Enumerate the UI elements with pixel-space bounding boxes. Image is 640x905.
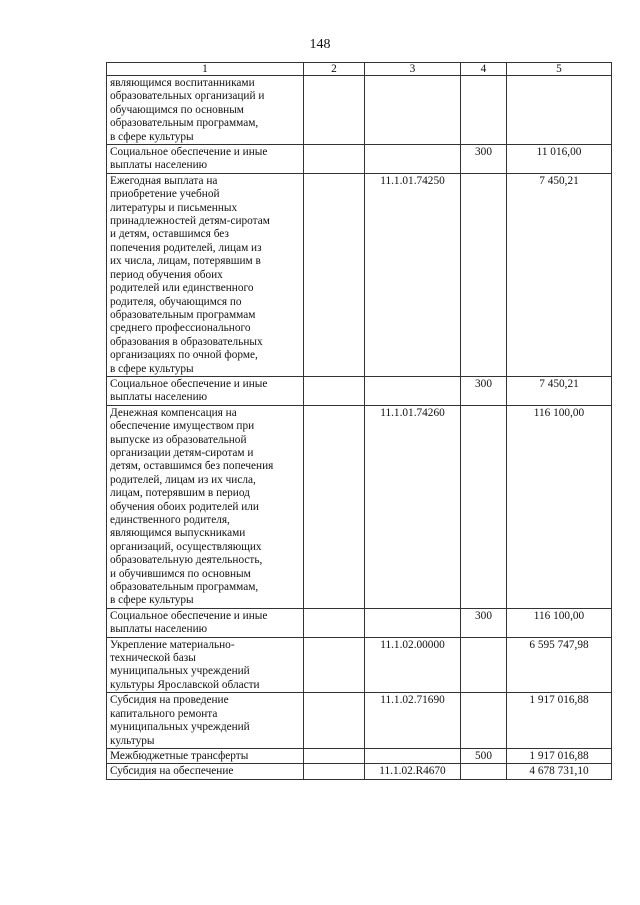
row-col2-cell — [304, 748, 365, 763]
row-kind-cell: 300 — [461, 608, 507, 637]
row-sum-cell: 6 595 747,98 — [507, 637, 612, 693]
row-name-cell: Субсидия на обеспечение — [107, 764, 304, 779]
table-row — [107, 764, 612, 779]
table-row — [107, 748, 612, 763]
row-col2-cell — [304, 608, 365, 637]
table-row — [107, 376, 612, 405]
row-sum-cell: 1 917 016,88 — [507, 693, 612, 749]
row-name-cell: Межбюджетные трансферты — [107, 748, 304, 763]
row-name-cell: Субсидия на проведение капитального ремонта муниципальных учреждений культуры — [107, 693, 304, 749]
row-col2-cell — [304, 76, 365, 145]
row-col2-cell — [304, 637, 365, 693]
row-name-cell: Денежная компенсация на обеспечение имуществом при выпуске из образовательной организации детям-сиротам и детям, оставшимся без попечения родителей, лицам из их числа, лицам, потерявшим в период обучения обоих родителей или единственного родителя, являющимся выпускниками организаций, осуществляющих образовательную деятельность, и обучившимся по основным образовательным программам, в сфере культуры — [107, 405, 304, 608]
row-sum-cell: 11 016,00 — [507, 145, 612, 174]
row-code-cell: 11.1.02.R4670 — [365, 764, 461, 779]
row-code-cell — [365, 76, 461, 145]
row-name-cell: Социальное обеспечение и иные выплаты населению — [107, 145, 304, 174]
row-col2-cell — [304, 405, 365, 608]
row-code-cell — [365, 376, 461, 405]
row-kind-cell — [461, 173, 507, 376]
row-kind-cell: 500 — [461, 748, 507, 763]
table-row — [107, 693, 612, 749]
table-header-row — [107, 63, 612, 76]
table-row — [107, 173, 612, 376]
row-kind-cell — [461, 637, 507, 693]
row-sum-cell: 7 450,21 — [507, 173, 612, 376]
table-row — [107, 608, 612, 637]
row-col2-cell — [304, 693, 365, 749]
column-header-4: 4 — [461, 63, 507, 76]
row-code-cell: 11.1.02.71690 — [365, 693, 461, 749]
row-name-cell: Социальное обеспечение и иные выплаты населению — [107, 608, 304, 637]
row-code-cell: 11.1.02.00000 — [365, 637, 461, 693]
row-name-cell: Социальное обеспечение и иные выплаты населению — [107, 376, 304, 405]
row-sum-cell: 116 100,00 — [507, 405, 612, 608]
column-header-2: 2 — [304, 63, 365, 76]
table-row — [107, 405, 612, 608]
row-kind-cell — [461, 764, 507, 779]
row-sum-cell: 116 100,00 — [507, 608, 612, 637]
column-header-1: 1 — [107, 63, 304, 76]
row-name-cell: являющимся воспитанниками образовательных организаций и обучающимся по основным образовательным программам, в сфере культуры — [107, 76, 304, 145]
budget-table — [106, 62, 612, 780]
row-sum-cell: 1 917 016,88 — [507, 748, 612, 763]
row-kind-cell: 300 — [461, 376, 507, 405]
page-number: 148 — [309, 37, 331, 52]
row-code-cell — [365, 145, 461, 174]
row-code-cell: 11.1.01.74260 — [365, 405, 461, 608]
row-code-cell — [365, 748, 461, 763]
row-kind-cell: 300 — [461, 145, 507, 174]
column-header-5: 5 — [507, 63, 612, 76]
row-code-cell: 11.1.01.74250 — [365, 173, 461, 376]
table-row — [107, 145, 612, 174]
row-col2-cell — [304, 173, 365, 376]
row-kind-cell — [461, 76, 507, 145]
column-header-3: 3 — [365, 63, 461, 76]
row-col2-cell — [304, 145, 365, 174]
row-kind-cell — [461, 693, 507, 749]
row-sum-cell — [507, 76, 612, 145]
row-name-cell: Ежегодная выплата на приобретение учебной литературы и письменных принадлежностей детям-сиротам и детям, оставшимся без попечения родителей, лицам из их числа, лицам, потерявшим в период обучения обоих родителей или единственного родителя, обучающимся по образовательным программам среднего профессионального образования в образовательных организациях по очной форме, в сфере культуры — [107, 173, 304, 376]
row-col2-cell — [304, 764, 365, 779]
row-col2-cell — [304, 376, 365, 405]
row-sum-cell: 7 450,21 — [507, 376, 612, 405]
row-kind-cell — [461, 405, 507, 608]
row-code-cell — [365, 608, 461, 637]
table-row — [107, 637, 612, 693]
table-row — [107, 76, 612, 145]
row-sum-cell: 4 678 731,10 — [507, 764, 612, 779]
row-name-cell: Укрепление материально- технической базы муниципальных учреждений культуры Ярославской области — [107, 637, 304, 693]
